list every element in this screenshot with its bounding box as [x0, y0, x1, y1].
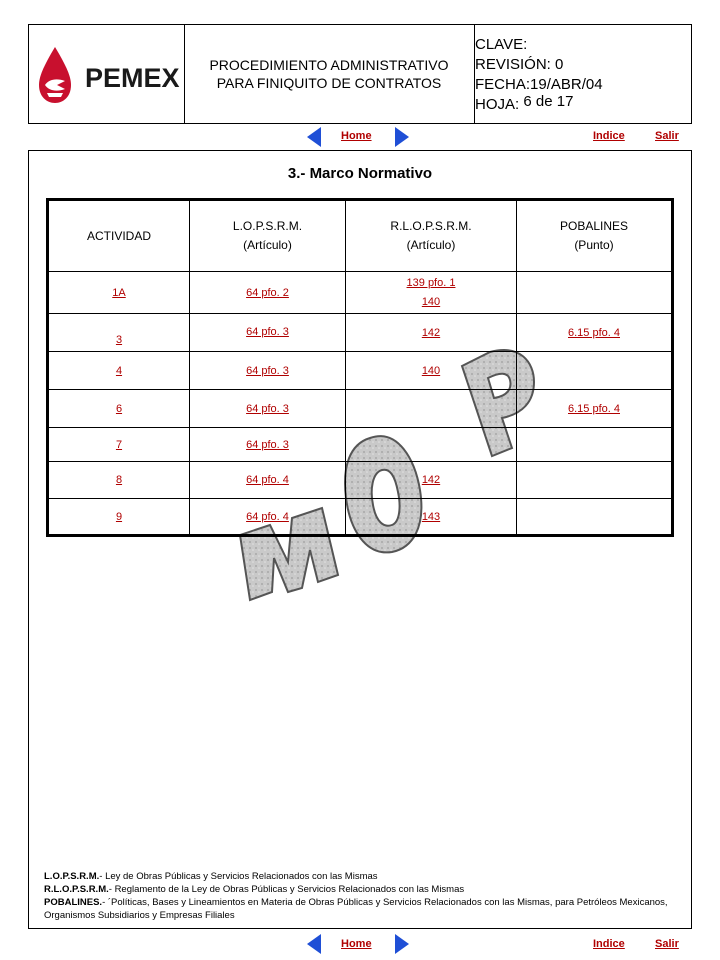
cell-lopsrm — [190, 314, 346, 352]
header-lopsrm: L.O.P.S.R.M. (Artículo) — [190, 200, 346, 272]
cell-lopsrm — [190, 272, 346, 314]
footnote-lopsrm: L.O.P.S.R.M.- Ley de Obras Públicas y Servicios Relacionados con las Mismas — [44, 871, 378, 882]
next-arrow-icon[interactable] — [395, 127, 409, 147]
title-line-2: PARA FINIQUITO DE CONTRATOS — [216, 75, 442, 91]
table-row — [48, 428, 673, 462]
lopsrm-link[interactable]: 64 pfo. 4 — [246, 510, 289, 523]
next-arrow-icon[interactable] — [395, 934, 409, 954]
cell-lopsrm — [190, 428, 346, 462]
actividad-link[interactable]: 4 — [115, 364, 123, 377]
rlopsrm-link[interactable]: 142 — [421, 326, 441, 339]
cell-rlopsrm — [346, 314, 517, 352]
cell-pobalines — [517, 390, 673, 428]
header-pobalines: POBALINES (Punto) — [517, 200, 673, 272]
cell-actividad — [48, 428, 190, 462]
cell-pobalines — [517, 499, 673, 536]
rlopsrm-link[interactable]: 143 — [421, 510, 441, 523]
cell-rlopsrm — [346, 390, 517, 428]
section-title: 3.- Marco Normativo — [287, 165, 433, 182]
rlopsrm-link[interactable]: 140 — [421, 295, 441, 308]
table-row — [48, 462, 673, 499]
actividad-link[interactable]: 7 — [115, 438, 123, 451]
table-row — [48, 272, 673, 314]
pemex-logo-wordmark: PEMEX — [85, 63, 180, 93]
hoja-label: HOJA: — [475, 96, 520, 113]
actividad-link[interactable]: 9 — [115, 510, 123, 523]
rlopsrm-link[interactable]: 142 — [421, 474, 441, 486]
header-actividad: ACTIVIDAD — [48, 200, 190, 272]
fecha-label: FECHA:19/ABR/04 — [475, 76, 603, 93]
table-row — [48, 499, 673, 536]
cell-rlopsrm — [346, 499, 517, 536]
table-header-row — [48, 200, 673, 272]
actividad-link[interactable]: 1A — [112, 286, 126, 299]
document-meta — [475, 35, 603, 115]
table-row — [48, 390, 673, 428]
home-link-top[interactable]: Home — [341, 130, 372, 142]
salir-link-top[interactable]: Salir — [655, 130, 679, 142]
lopsrm-link[interactable]: 64 pfo. 3 — [246, 402, 289, 415]
pemex-logo-icon — [35, 45, 75, 105]
indice-link-bottom[interactable]: Indice — [593, 938, 625, 950]
previous-arrow-icon[interactable] — [307, 127, 321, 147]
cell-lopsrm — [190, 499, 346, 536]
cell-rlopsrm — [346, 428, 517, 462]
title-line-1: PROCEDIMIENTO ADMINISTRATIVO — [209, 57, 449, 73]
cell-actividad — [48, 462, 190, 499]
cell-rlopsrm — [346, 272, 517, 314]
actividad-link[interactable]: 8 — [115, 474, 123, 486]
footnote-rlopsrm: R.L.O.P.S.R.M.- Reglamento de la Ley de Obras Públicas y Servicios Relacionados con las Mismas — [44, 884, 465, 895]
cell-actividad — [48, 352, 190, 390]
hoja-value: 6 de 17 — [523, 93, 574, 110]
table-row — [48, 314, 673, 352]
footnote-pobalines: POBALINES.- ´Políticas, Bases y Lineamientos en Materia de Obras Públicas y Servicios Relacionados con las Mismas, para Petróleos Mexicanos, Organismos Subsidiarios y Empresas Filiales — [44, 897, 668, 921]
lopsrm-link[interactable]: 64 pfo. 3 — [246, 438, 289, 451]
rlopsrm-link[interactable]: 140 — [421, 364, 441, 377]
actividad-link[interactable]: 3 — [115, 333, 123, 346]
revision-label: REVISIÓN: 0 — [475, 56, 564, 73]
document-header — [28, 24, 692, 124]
cell-pobalines — [517, 314, 673, 352]
lopsrm-link[interactable]: 64 pfo. 2 — [246, 286, 289, 299]
lopsrm-link[interactable]: 64 pfo. 3 — [246, 364, 289, 377]
header-rlopsrm: R.L.O.P.S.R.M. (Artículo) — [346, 200, 517, 272]
cell-actividad — [48, 499, 190, 536]
rlopsrm-link[interactable]: 139 pfo. 1 — [406, 276, 456, 289]
cell-actividad — [48, 390, 190, 428]
actividad-link[interactable]: 6 — [115, 402, 123, 415]
home-link-bottom[interactable]: Home — [341, 938, 372, 950]
cell-lopsrm — [190, 462, 346, 499]
cell-rlopsrm — [346, 352, 517, 390]
normative-table — [46, 198, 674, 537]
salir-link-bottom[interactable]: Salir — [655, 938, 679, 950]
pobalines-link[interactable]: 6.15 pfo. 4 — [568, 402, 620, 415]
cell-lopsrm — [190, 390, 346, 428]
previous-arrow-icon[interactable] — [307, 934, 321, 954]
cell-pobalines — [517, 352, 673, 390]
logo-cell — [29, 25, 185, 123]
cell-lopsrm — [190, 352, 346, 390]
table-row — [48, 352, 673, 390]
lopsrm-link[interactable]: 64 pfo. 4 — [246, 474, 289, 486]
cell-actividad — [48, 314, 190, 352]
hoja-row — [475, 95, 603, 115]
cell-pobalines — [517, 462, 673, 499]
footnotes — [44, 870, 684, 922]
cell-pobalines — [517, 272, 673, 314]
lopsrm-link[interactable]: 64 pfo. 3 — [246, 325, 289, 338]
indice-link-top[interactable]: Indice — [593, 130, 625, 142]
pobalines-link[interactable]: 6.15 pfo. 4 — [568, 326, 620, 339]
cell-actividad — [48, 272, 190, 314]
cell-rlopsrm — [346, 462, 517, 499]
document-title — [184, 25, 475, 123]
clave-label: CLAVE: — [475, 36, 528, 53]
cell-pobalines — [517, 428, 673, 462]
